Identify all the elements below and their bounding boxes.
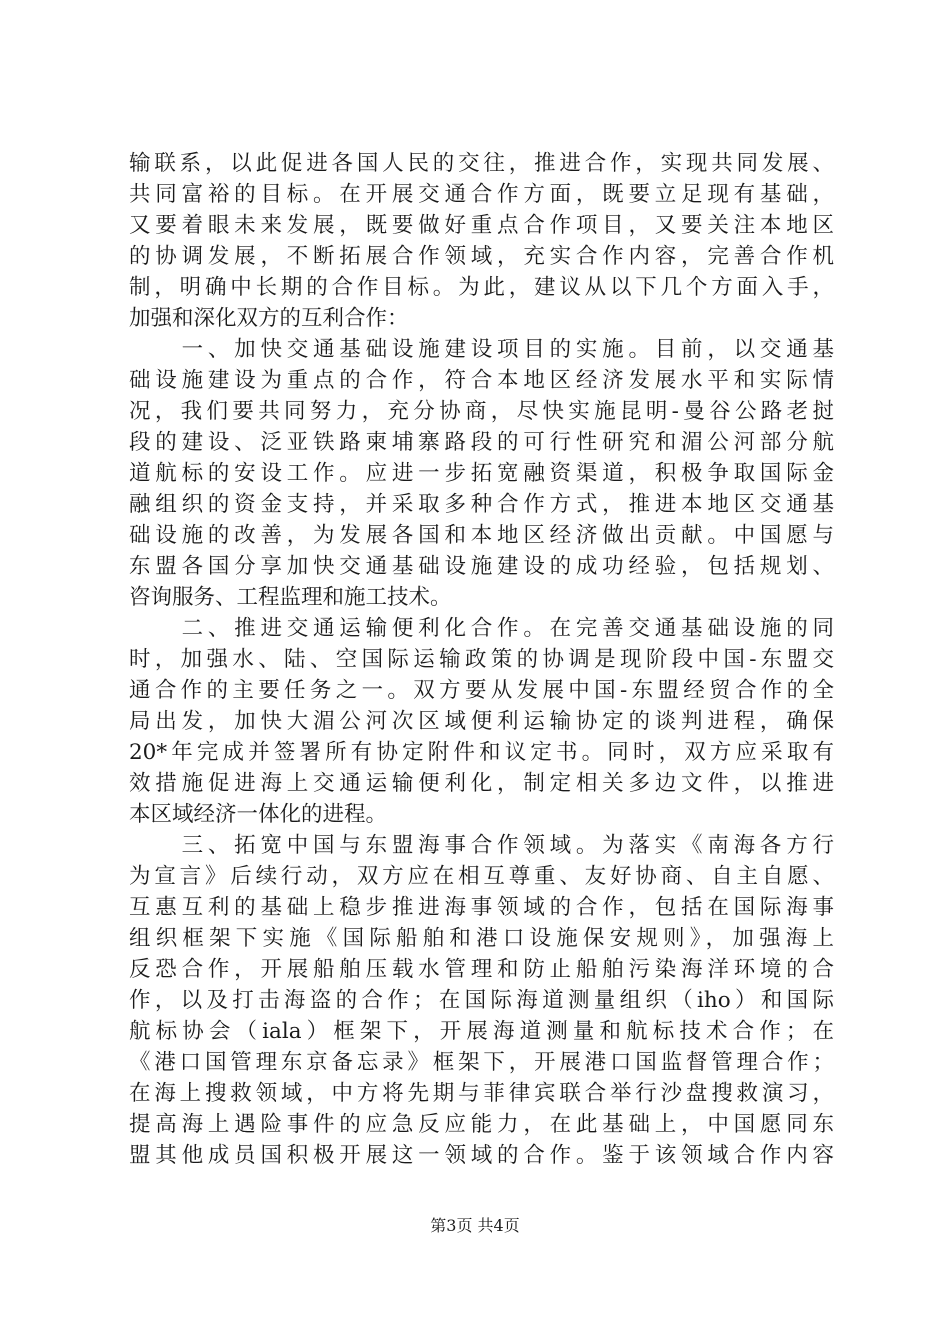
text-line: 制，明确中长期的合作目标。为此，建议从以下几个方面入手， bbox=[129, 275, 834, 300]
text-line: 航标协会（iala）框架下，开展海道测量和航标技术合作；在 bbox=[129, 1019, 834, 1044]
text-line: 段的建设、泛亚铁路柬埔寨路段的可行性研究和湄公河部分航 bbox=[129, 430, 834, 455]
text-line: 组织框架下实施《国际船舶和港口设施保安规则》，加强海上 bbox=[129, 926, 834, 951]
text-line: 20*年完成并签署所有协定附件和议定书。同时，双方应采取有 bbox=[129, 740, 834, 765]
text-line: 本区域经济一体化的进程。 bbox=[129, 802, 388, 827]
text-line: 一、加快交通基础设施建设项目的实施。目前，以交通基 bbox=[129, 337, 834, 362]
text-line: 础设施的改善，为发展各国和本地区经济做出贡献。中国愿与 bbox=[129, 523, 834, 548]
text-line: 互惠互利的基础上稳步推进海事领域的合作，包括在国际海事 bbox=[129, 895, 834, 920]
text-line: 提高海上遇险事件的应急反应能力，在此基础上，中国愿同东 bbox=[129, 1112, 834, 1137]
text-line: 时，加强水、陆、空国际运输政策的协调是现阶段中国-东盟交 bbox=[129, 647, 834, 672]
text-line: 效措施促进海上交通运输便利化，制定相关多边文件，以推进 bbox=[129, 771, 834, 796]
text-line: 反恐合作，开展船舶压载水管理和防止船舶污染海洋环境的合 bbox=[129, 957, 834, 982]
text-line: 在海上搜救领域，中方将先期与菲律宾联合举行沙盘搜救演习， bbox=[129, 1081, 834, 1106]
text-line: 三、拓宽中国与东盟海事合作领域。为落实《南海各方行 bbox=[129, 833, 834, 858]
document-body bbox=[129, 148, 834, 1171]
text-line: 为宣言》后续行动，双方应在相互尊重、友好协商、自主自愿、 bbox=[129, 864, 834, 889]
text-line: 东盟各国分享加快交通基础设施建设的成功经验，包括规划、 bbox=[129, 554, 834, 579]
page-footer: 第3页 共4页 bbox=[430, 1216, 520, 1235]
text-line: 二、推进交通运输便利化合作。在完善交通基础设施的同 bbox=[129, 616, 834, 641]
text-line: 咨询服务、工程监理和施工技术。 bbox=[129, 585, 452, 610]
text-line: 盟其他成员国积极开展这一领域的合作。鉴于该领域合作内容 bbox=[129, 1143, 834, 1168]
text-line: 道航标的安设工作。应进一步拓宽融资渠道，积极争取国际金 bbox=[129, 461, 834, 486]
text-line: 《港口国管理东京备忘录》框架下，开展港口国监督管理合作； bbox=[129, 1050, 834, 1075]
text-line: 通合作的主要任务之一。双方要从发展中国-东盟经贸合作的全 bbox=[129, 678, 834, 703]
text-line: 共同富裕的目标。在开展交通合作方面，既要立足现有基础， bbox=[129, 182, 834, 207]
text-line: 融组织的资金支持，并采取多种合作方式，推进本地区交通基 bbox=[129, 492, 834, 517]
text-line: 础设施建设为重点的合作，符合本地区经济发展水平和实际情 bbox=[129, 368, 834, 393]
text-line: 局出发，加快大湄公河次区域便利运输协定的谈判进程，确保 bbox=[129, 709, 834, 734]
text-line: 输联系，以此促进各国人民的交往，推进合作，实现共同发展、 bbox=[129, 151, 834, 176]
text-line: 的协调发展，不断拓展合作领域，充实合作内容，完善合作机 bbox=[129, 244, 834, 269]
text-line: 又要着眼未来发展，既要做好重点合作项目，又要关注本地区 bbox=[129, 213, 834, 238]
text-line: 况，我们要共同努力，充分协商，尽快实施昆明-曼谷公路老挝 bbox=[129, 399, 834, 424]
text-line: 作，以及打击海盗的合作；在国际海道测量组织（iho）和国际 bbox=[129, 988, 834, 1013]
text-line: 加强和深化双方的互利合作： bbox=[129, 306, 409, 331]
